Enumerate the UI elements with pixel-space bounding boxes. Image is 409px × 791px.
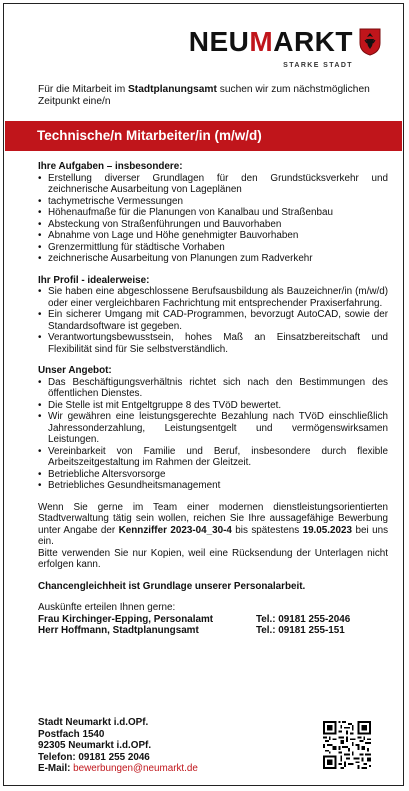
ad-body (38, 161, 388, 647)
list-item: • Grenzermittlung für städtische Vorhaben (38, 242, 388, 254)
bewerbung-paragraph: Wenn Sie gerne im Team einer modernen dienstleistungsorientierten Stadtverwaltung tätig sein wollen, reichen Sie Ihre aussagefähige Bewerbung unter Angabe der Kennziffer 2023-04_30-4 bis spätestens 19.05.2023 bei uns ein. (38, 501, 389, 547)
list-item: • Betriebliches Gesundheitsmanagement (38, 480, 388, 492)
section-auskunft (38, 602, 388, 637)
section-aufgaben (38, 161, 388, 265)
section-profil (38, 275, 388, 356)
list-item: • Sie haben eine abgeschlossene Berufsausbildung als Bauzeichner/in (m/w/d) oder einer vergleichbaren Fachrichtung mit entsprechender Praxiserfahrung. (38, 286, 388, 309)
section-bewerbung (38, 502, 388, 571)
profil-heading: Ihr Profil - idealerweise: (38, 274, 150, 286)
address-line: Stadt Neumarkt i.d.OPf. (38, 717, 149, 728)
job-ad-frame (3, 3, 404, 786)
neumarkt-logo (181, 26, 381, 74)
logo-wordmark: NEUMARKT (188, 26, 353, 57)
address-line: 92305 Neumarkt i.d.OPf. (38, 740, 152, 751)
aufgaben-heading: Ihre Aufgaben – insbesondere: (38, 161, 183, 172)
list-item: • Das Beschäftigungsverhältnis richtet sich nach den Bestimmungen des öffentlichen Dienstes. (38, 377, 388, 400)
list-item: • Erstellung diverser Grundlagen für den Grundstücksverkehr und zeichnerische Ausarbeitung von Lageplänen (38, 173, 388, 196)
contact-row (38, 614, 388, 626)
contact-row (38, 625, 388, 637)
position-title: Technische/n Mitarbeiter/in (m/w/d) (37, 128, 262, 143)
kennziffer: Kennziffer 2023-04_30-4 (118, 524, 232, 536)
kopien-note: Bitte verwenden Sie nur Kopien, weil eine Rücksendung der Unterlagen nicht erfolgen kann. (38, 547, 388, 570)
postal-address (38, 717, 198, 775)
chancen-statement: Chancengleichheit ist Grundlage unserer Personalarbeit. (38, 580, 306, 592)
city-crest-icon (359, 28, 381, 56)
aufgaben-list (38, 173, 388, 265)
contact-name: Frau Kirchinger-Epping, Personalamt (38, 613, 214, 625)
auskunft-intro: Auskünfte erteilen Ihnen gerne: (38, 602, 176, 613)
address-phone: Telefon: 09181 255 2046 (38, 751, 150, 763)
position-banner (5, 121, 402, 151)
list-item: • zeichnerische Ausarbeitung von Planungen zum Radverkehr (38, 253, 388, 265)
list-item: • Wir gewähren eine leistungsgerechte Bezahlung nach TVöD einschließlich Jahressonderzahlung, Leistungsentgelt und vermögenswirksamen Leistungen. (38, 411, 388, 446)
email-link[interactable]: bewerbungen@neumarkt.de (73, 763, 198, 774)
list-item: • Verantwortungsbewusstsein, hohes Maß an Einsatzbereitschaft und Flexibilität sind für Sie selbstverständlich. (38, 332, 388, 355)
list-item: • Absteckung von Straßenführungen und Bauvorhaben (38, 219, 388, 231)
list-item: • Abnahme von Lage und Höhe genehmigter Bauvorhaben (38, 230, 388, 242)
contact-phone: Tel.: 09181 255-151 (256, 625, 345, 636)
contact-name: Herr Hoffmann, Stadtplanungsamt (38, 625, 199, 636)
profil-list (38, 286, 388, 355)
list-item: • Die Stelle ist mit Entgeltgruppe 8 des TVöD bewertet. (38, 400, 388, 412)
list-item: • tachymetrische Vermessungen (38, 196, 388, 208)
qr-code-icon[interactable] (323, 721, 371, 769)
contact-phone: Tel.: 09181 255-2046 (256, 613, 351, 625)
intro-text: Für die Mitarbeit im Stadtplanungsamt suchen wir zum nächstmöglichen Zeitpunkt eine/n (38, 84, 370, 107)
address-email: E-Mail: bewerbungen@neumarkt.de (38, 763, 198, 774)
list-item: • Vereinbarkeit von Familie und Beruf, insbesondere durch flexible Arbeitszeitgestaltung im Rahmen der Gleitzeit. (38, 446, 388, 469)
address-line: Postfach 1540 (38, 728, 105, 740)
angebot-heading: Unser Angebot: (38, 365, 112, 376)
angebot-list (38, 377, 388, 492)
logo-subtitle: STARKE STADT (283, 62, 353, 69)
list-item: • Betriebliche Altersvorsorge (38, 469, 388, 481)
deadline-date: 19.05.2023 (302, 524, 353, 536)
list-item: • Ein sicherer Umgang mit CAD-Programmen, bevorzugt AutoCAD, sowie der Standardsoftware ist gegeben. (38, 309, 388, 332)
section-angebot (38, 365, 388, 492)
list-item: • Höhenaufmaße für die Planungen von Kanalbau und Straßenbau (38, 207, 388, 219)
